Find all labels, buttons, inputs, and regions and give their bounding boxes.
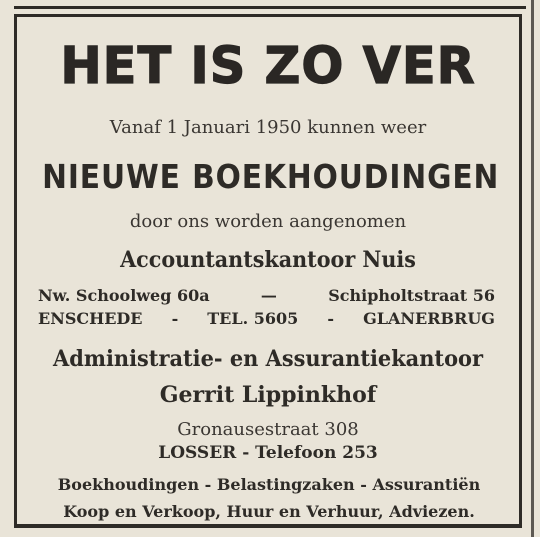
firm2-address: Gronausestraat 308 (177, 419, 359, 440)
firm2-name: Administratie- en Assurantiekantoor (53, 346, 483, 372)
firm1-city-row (38, 309, 495, 328)
firm1-name: Accountantskantoor Nuis (120, 247, 416, 273)
intro-line: Vanaf 1 Januari 1950 kunnen weer (109, 117, 427, 138)
firm1-address-left: Nw. Schoolweg 60a (38, 286, 210, 305)
firm1-address-separator: — (260, 286, 277, 305)
services-line: Boekhoudingen - Belastingzaken - Assurantiën (57, 475, 481, 494)
firm2-city-phone: LOSSER - Telefoon 253 (158, 443, 378, 463)
firm1-phone: TEL. 5605 (207, 309, 299, 328)
firm2-person: Gerrit Lippinkhof (159, 382, 377, 408)
accepted-line: door ons worden aangenomen (129, 211, 407, 232)
services-line-2: Koop en Verkoop, Huur en Verhuur, Adviezen. (63, 502, 475, 521)
advertisement-frame (14, 14, 522, 528)
subject-heading: NIEUWE BOEKHOUDINGEN (42, 157, 500, 196)
firm1-city-right: GLANERBRUG (363, 309, 495, 328)
firm1-city-separator: - (171, 309, 179, 328)
firm1-address-right: Schipholtstraat 56 (328, 286, 495, 305)
firm1-city-left: ENSCHEDE (38, 309, 143, 328)
headline: HET IS ZO VER (60, 37, 476, 96)
page-edge-rule (531, 0, 534, 537)
firm1-city-separator: - (327, 309, 334, 328)
top-rule (14, 6, 526, 9)
firm1-address-row (38, 286, 495, 305)
